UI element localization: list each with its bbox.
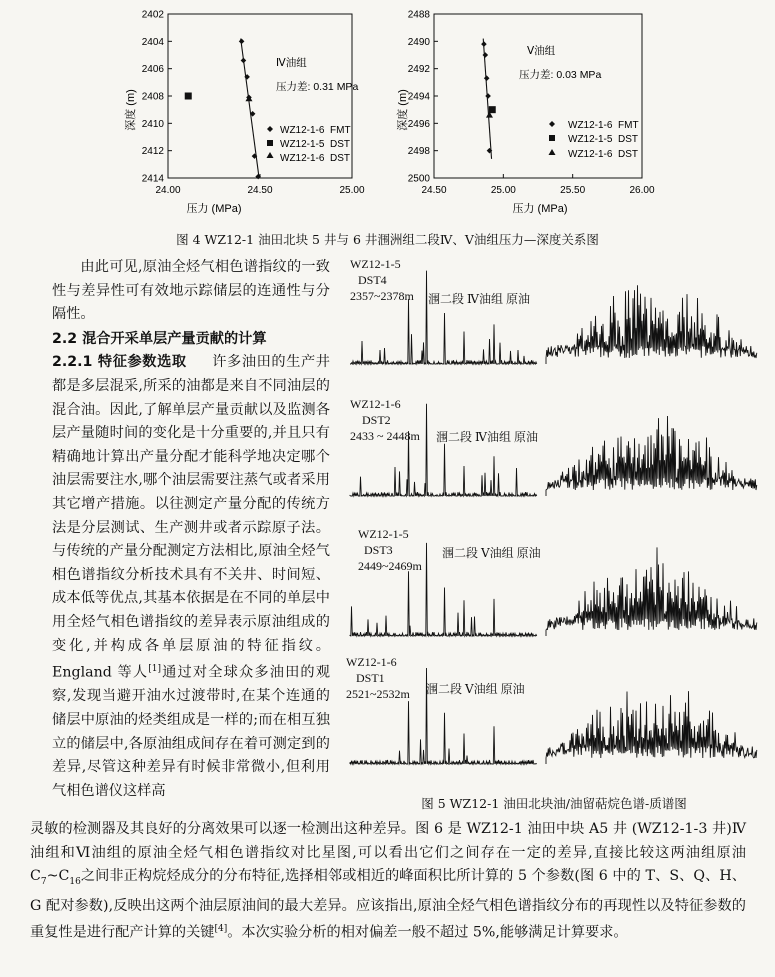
paragraph-text: 之间非正构烷烃成分的分布特征,选择相邻或相近的峰面积比所计算的 5 个参数(图 6 中的 T、S、Q、H、G 配对参数),反映出这两个油层原油间的最大差异。应该指出,原油全烃气相色谱指纹分布的再现性以及特征参数的重复性是进行配产计算的关键 <box>30 868 746 941</box>
y-tick-label: 2488 <box>407 9 430 21</box>
legend-marker-diamond-icon <box>549 121 555 127</box>
paragraph-text: 灵敏的检测器及其良好的分离效果可以逐一检测出这种差异。图 6 是 WZ12-1 油田中块 A5 井 (WZ12-1-3 井)Ⅳ油组和Ⅵ油组的原油全烃气相色谱指纹对比星图,可以看出它们之间存在一定的差异,直接比较这两油组原油 C <box>30 821 746 885</box>
y-tick-label: 2492 <box>407 64 430 76</box>
legend <box>549 120 639 160</box>
y-tick-label: 2410 <box>141 118 164 130</box>
x-tick-label: 24.50 <box>421 185 447 196</box>
y-tick-label: 2406 <box>141 64 164 76</box>
y-tick-label: 2500 <box>407 173 430 185</box>
chromatogram-traces <box>344 256 764 776</box>
subsection-heading: 2.2.1 特征参数选取 <box>52 354 187 371</box>
test-name: DST3 <box>364 543 393 557</box>
y-tick-label: 2490 <box>407 36 430 48</box>
figure5 <box>344 256 764 776</box>
paragraph-text: 。本次实验分析的相对偏差一般不超过 5%,能够满足计算要求。 <box>227 924 628 941</box>
chart-title: Ⅳ油组 <box>276 57 307 69</box>
test-name: DST1 <box>356 671 385 685</box>
data-point-fmt <box>239 39 245 45</box>
y-tick-label: 2494 <box>407 91 430 103</box>
chromatogram-trace-left <box>350 271 537 364</box>
subscript: 7 <box>40 877 47 888</box>
figure5-caption: 图 5 WZ12-1 油田北块油/油留萜烷色谱-质谱图 <box>421 796 687 811</box>
x-tick-label: 25.50 <box>560 185 586 196</box>
test-name: DST2 <box>362 413 391 427</box>
data-point-dst-5 <box>489 106 496 113</box>
bottom-paragraph <box>30 818 746 946</box>
legend-label: WZ12-1-5 DST <box>280 139 351 150</box>
data-point-fmt <box>485 93 491 99</box>
paragraph <box>52 351 330 803</box>
chromatogram-trace-right <box>546 285 757 364</box>
chromatogram-trace-right <box>546 547 757 636</box>
legend-marker-triangle-icon <box>267 152 274 158</box>
x-axis-label: 压力 (MPa) <box>186 203 242 215</box>
chart-title: Ⅴ油组 <box>527 45 556 57</box>
data-point-dst-6 <box>245 95 252 101</box>
legend <box>267 125 351 164</box>
x-tick-label: 25.00 <box>490 185 516 196</box>
subscript: 16 <box>69 877 81 888</box>
paragraph-text: 通过对全球众多油田的观察,发现当避开油水过渡带时,在某个连通的储层中原油的烃类组成是一样的;而在相互独立的储层中,各原油组成间存在着可测定到的差异,尽管这种差异有时候非常微小,但利用气相色谱仪这样高 <box>52 664 330 799</box>
y-tick-label: 2402 <box>141 9 164 21</box>
panel-title: 涠二段 Ⅴ油组 原油 <box>426 682 525 696</box>
legend-marker-square-icon <box>549 135 555 141</box>
depth-range: 2357~2378m <box>350 289 414 303</box>
panel-title: 涠二段 Ⅳ油组 原油 <box>428 292 530 306</box>
data-point-dst-5 <box>185 93 192 100</box>
depth-range: 2521~2532m <box>346 687 410 701</box>
y-tick-label: 2414 <box>141 173 164 185</box>
y-tick-label: 2404 <box>141 36 164 48</box>
data-point-fmt <box>484 75 490 81</box>
figure4 <box>0 0 775 232</box>
section-heading: 2.2 混合开采单层产量贡献的计算 <box>52 330 267 347</box>
y-tick-label: 2498 <box>407 146 430 158</box>
legend-label: WZ12-1-5 DST <box>568 134 639 145</box>
legend-label: WZ12-1-6 FMT <box>568 120 639 131</box>
y-tick-label: 2496 <box>407 118 430 130</box>
well-name: WZ12-1-5 <box>358 527 409 541</box>
x-axis-label: 压力 (MPa) <box>512 203 568 215</box>
pressure-difference-label: 压力差: 0.31 MPa <box>276 81 359 93</box>
x-tick-label: 26.00 <box>629 185 655 196</box>
x-tick-label: 24.50 <box>247 185 273 196</box>
left-text-column <box>52 256 330 803</box>
figure4-caption: 图 4 WZ12-1 油田北块 5 井与 6 井涠洲组二段Ⅳ、Ⅴ油组压力—深度关系图 <box>176 232 599 247</box>
depth-range: 2433 ~ 2448m <box>350 429 420 443</box>
chromatogram-trace-left <box>350 668 537 764</box>
citation: [4] <box>214 924 228 935</box>
pressure-depth-chart-iv <box>123 10 365 216</box>
legend-label: WZ12-1-6 FMT <box>280 125 351 136</box>
chromatogram-trace-left <box>350 543 537 636</box>
citation: [1] <box>148 664 161 675</box>
legend-label: WZ12-1-6 DST <box>568 149 639 160</box>
paragraph: 由此可见,原油全烃气相色谱指纹的一致性与差异性可有效地示踪储层的连通性与分隔性。 <box>52 259 330 323</box>
formula-text: ~C <box>46 868 70 885</box>
x-tick-label: 25.00 <box>339 185 365 196</box>
pressure-depth-chart-v <box>395 10 655 216</box>
test-name: DST4 <box>358 273 387 287</box>
depth-range: 2449~2469m <box>358 559 422 573</box>
legend-marker-triangle-icon <box>549 149 556 155</box>
well-name: WZ12-1-6 <box>350 397 401 411</box>
legend-label: WZ12-1-6 DST <box>280 153 351 164</box>
y-axis-label: 深度 (m) <box>125 89 137 131</box>
x-tick-label: 24.00 <box>155 185 181 196</box>
data-point-fmt <box>483 52 489 58</box>
chromatogram-trace-left <box>350 404 537 496</box>
chromatogram-trace-right <box>546 416 757 496</box>
panel-title: 涠二段 Ⅴ油组 原油 <box>442 546 541 560</box>
y-tick-label: 2408 <box>141 91 164 103</box>
chromatogram-trace-right <box>546 691 757 764</box>
paragraph-text: 许多油田的生产井都是多层混采,所采的油都是来自不同油层的混合油。因此,了解单层产量贡献以及监测各层产量随时间的变化是十分重要的,并且只有精确地计算出产量分配才能科学地决定哪个油层需要注水,哪个油层需要注蒸气或者采用其它增产措施。以往测定产量分配的传统方法是分层测试、生产测井或者示踪原子法。与传统的产量分配测定方法相比,原油全烃气相色谱指纹分析技术具有不关井、时间短、成本低等优点,其基本依据是在不同的单层中用全烃气相色谱指纹的差异表示原油组成的变化,并构成各单层原油的特征指纹。England 等人 <box>52 354 330 681</box>
legend-marker-square-icon <box>267 140 273 146</box>
pressure-difference-label: 压力差: 0.03 MPa <box>519 69 602 81</box>
panel-title: 涠二段 Ⅳ油组 原油 <box>436 430 538 444</box>
legend-marker-diamond-icon <box>267 126 273 132</box>
data-point-fmt <box>241 58 247 64</box>
well-name: WZ12-1-5 <box>350 257 401 271</box>
y-axis-label: 深度 (m) <box>397 89 409 131</box>
data-point-fmt <box>481 41 487 47</box>
well-name: WZ12-1-6 <box>346 655 397 669</box>
y-tick-label: 2412 <box>141 146 164 158</box>
